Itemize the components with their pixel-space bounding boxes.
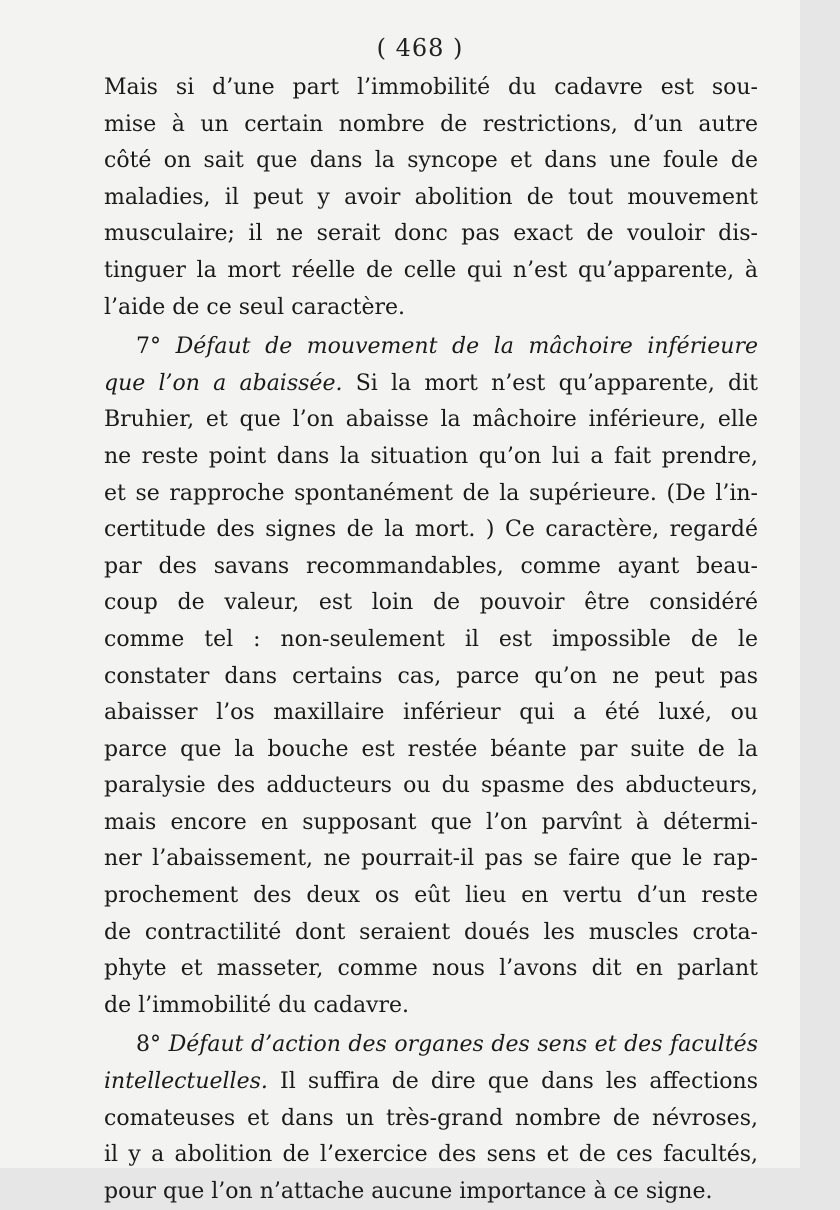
text-segment: paralysie des adducteurs ou du spasme des abducteurs, <box>104 773 758 799</box>
text-segment: comateuses et dans un très-grand nombre de névroses, <box>104 1105 758 1131</box>
text-line <box>104 216 758 253</box>
text-line <box>104 180 758 217</box>
text-line <box>104 695 758 732</box>
text-segment: comme tel : non-seulement il est impossible de le <box>104 626 758 652</box>
paragraph <box>104 329 758 1024</box>
text-segment: prochement des deux os eût lieu en vertu d’un reste <box>104 883 758 909</box>
text-segment: mise à un certain nombre de restrictions, d’un autre <box>104 111 758 137</box>
text-segment: il y a abolition de l’exercice des sens et de ces facultés, <box>104 1142 758 1168</box>
text-segment: et se rapproche spontanément de la supérieure. (De l’in- <box>104 480 758 506</box>
text-segment: musculaire; il ne serait donc pas exact de vouloir dis- <box>104 221 758 247</box>
text-line <box>104 951 758 988</box>
text-segment: 8° <box>136 1032 169 1058</box>
text-segment: constater dans certains cas, parce qu’on ne peut pas <box>104 663 758 689</box>
text-segment: Mais si d’une part l’immobilité du cadavre est sou- <box>104 75 758 100</box>
text-segment: Il suffira de dire que dans les affections <box>267 1069 758 1095</box>
text-segment: certitude des signes de la mort. ) Ce caractère, regardé <box>104 517 758 543</box>
paragraph <box>104 1027 758 1210</box>
text-line <box>104 768 758 805</box>
text-segment: abaisser l’os maxillaire inférieur qui a été luxé, ou <box>104 700 758 726</box>
text-line <box>104 1137 758 1174</box>
text-line <box>104 253 758 290</box>
page-number: ( 468 ) <box>376 34 464 62</box>
text-line <box>104 915 758 952</box>
text-segment: maladies, il peut y avoir abolition de tout mouvement <box>104 184 758 210</box>
text-segment: l’aide de ce seul caractère. <box>104 294 405 320</box>
text-line <box>104 1101 758 1138</box>
text-segment: tinguer la mort réelle de celle qui n’est qu’apparente, à <box>104 257 758 283</box>
text-line <box>104 476 758 513</box>
text-line <box>104 366 758 403</box>
text-segment: ner l’abaissement, ne pourrait-il pas se faire que le rap- <box>104 846 758 872</box>
text-line <box>104 988 758 1025</box>
text-line <box>104 329 758 366</box>
text-segment: phyte et masseter, comme nous l’avons dit en parlant <box>104 956 758 982</box>
text-line <box>104 107 758 144</box>
text-segment: par des savans recommandables, comme ayant beau- <box>104 553 758 579</box>
text-segment: Si la mort n’est qu’apparente, dit <box>342 370 758 396</box>
text-segment: mais encore en supposant que l’on parvînt à détermi- <box>104 809 758 835</box>
text-line <box>104 512 758 549</box>
text-line <box>104 290 758 327</box>
text-segment: pour que l’on n’attache aucune importance à ce signe. <box>104 1178 713 1204</box>
text-line <box>104 402 758 439</box>
body-text <box>104 70 758 1210</box>
text-line <box>104 805 758 842</box>
text-segment: parce que la bouche est restée béante par suite de la <box>104 736 758 762</box>
text-line <box>104 659 758 696</box>
text-line <box>104 549 758 586</box>
text-segment: Bruhier, et que l’on abaisse la mâchoire inférieure, elle <box>104 407 758 433</box>
italic-text: Défaut de mouvement de la mâchoire inférieure <box>175 334 758 360</box>
text-line <box>104 1174 758 1210</box>
text-segment: coup de valeur, est loin de pouvoir être considéré <box>104 590 758 616</box>
text-line <box>104 143 758 180</box>
italic-text: Défaut d’action des organes des sens et des facultés <box>168 1032 758 1058</box>
paragraph <box>104 70 758 326</box>
text-segment: de contractilité dont seraient doués les muscles crota- <box>104 919 758 945</box>
text-line <box>104 70 758 107</box>
text-line <box>104 439 758 476</box>
text-segment: 7° <box>136 334 176 360</box>
text-line <box>104 622 758 659</box>
text-line <box>104 585 758 622</box>
text-segment: côté on sait que dans la syncope et dans une foule de <box>104 148 758 174</box>
text-line <box>104 878 758 915</box>
italic-text: que l’on a abaissée. <box>104 370 343 396</box>
text-line <box>104 1064 758 1101</box>
text-line <box>104 732 758 769</box>
italic-text: intellectuelles. <box>104 1069 268 1095</box>
text-line <box>104 841 758 878</box>
text-segment: ne reste point dans la situation qu’on lui a fait prendre, <box>104 443 758 469</box>
text-segment: de l’immobilité du cadavre. <box>104 992 410 1018</box>
text-line <box>104 1027 758 1064</box>
